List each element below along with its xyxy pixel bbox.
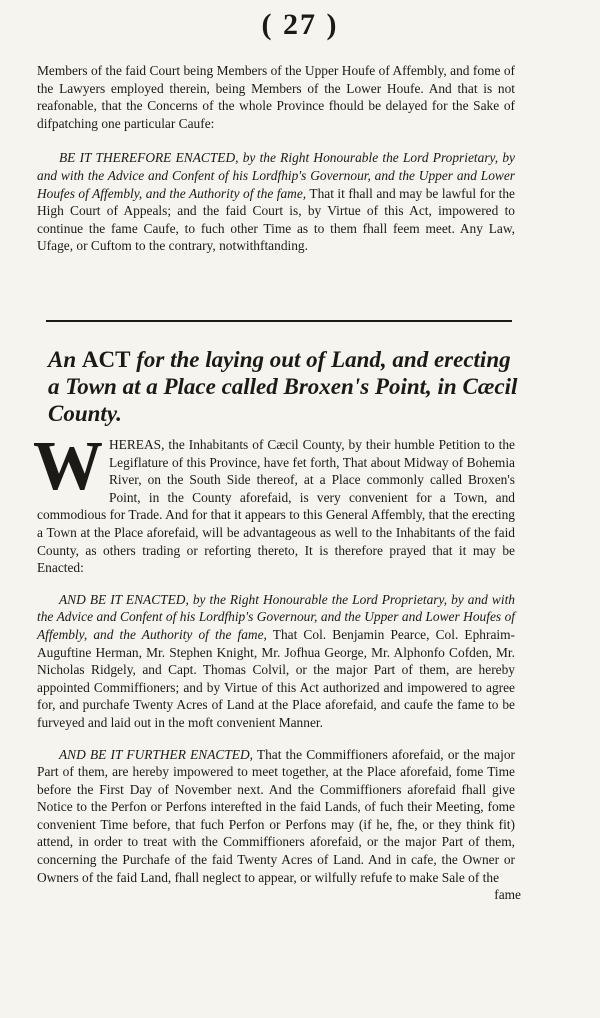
act-title-an: An: [48, 347, 82, 372]
continuation-section: [37, 62, 515, 255]
enacting-clause: BE IT THEREFORE ENACTED, by the Right Honourable the Lord Proprietary, by and with the Advice and Confent of his Lordfhip's Governour, and the Upper and Lower Houfes of Affembly, and the Authority of the fame,: [37, 150, 515, 201]
whereas-paragraph: [33, 428, 515, 577]
whereas-text: HEREAS, the Inhabitants of Cæcil County, by their humble Petition to the Legiflature of this Province, have fet forth, That about Midway of Bohemia River, on the South Side thereof, at a Place commonly called Broxen's Point, in the County aforefaid, is very convenient for a Town, and commodious for Trade. And for that it appears to this General Affembly, that the erecting a Town at the Place aforefaid, will be advantageous as well to the Inhabitants of the faid County, as others trading or reforting thereto, It is therefore prayed that it may be Enacted:: [37, 437, 515, 576]
catchword: fame: [494, 887, 521, 903]
enacting-text: That it fhall and may be lawful for the High Court of Appeals; and the faid Court is, by Virtue of this Act, impowered to continue the fame Caufe, to fuch other Time as to them fhall feem meet. Any Law, Ufage, or Cuftom to the contrary, notwithftanding.: [37, 185, 515, 254]
enact-paragraph-2: [37, 746, 515, 887]
act-title-rest: for the laying out of Land, and erecting a Town at a Place called Broxen's Point, in Cæcil County.: [48, 347, 518, 426]
page-number: ( 27 ): [261, 8, 339, 41]
enacting-paragraph: [37, 149, 515, 255]
enact-text-1: That Col. Benjamin Pearce, Col. Ephraim-Auguftine Herman, Mr. Stephen Knight, Mr. Jofhua George, Mr. Alphonfo Cofden, Mr. Nicholas Ridgely, and Capt. Thomas Colvil, or the major Part of them, are hereby appointed Commiffioners; and by Virtue of this Act authorized and impowered to agree for, and purchafe Twenty Acres of Land at the Place aforefaid, and caufe the fame to be furveyed and laid out in the moft convenient Manner.: [37, 626, 515, 730]
continuation-paragraph: Members of the faid Court being Members of the Upper Houfe of Affembly, and fome of the Lawyers employed therein, being Members of the Lower Houfe. And that is not reafonable, that the Concerns of the whole Province fhould be delayed for the Sake of difpatching one particular Caufe:: [37, 63, 515, 131]
enact-clause-1: AND BE IT ENACTED, by the Right Honourable the Lord Proprietary, by and with the Advice and Confent of his Lordfhip's Governour, and the Upper and Lower Houfes of Affembly, and the Authority of the fame,: [37, 591, 515, 642]
act-body: [33, 428, 521, 904]
section-divider: [46, 320, 512, 322]
act-title-act: ACT: [81, 347, 131, 372]
enact-text-2: That the Commiffioners aforefaid, or the major Part of them, are hereby impowered to meet together, at the Place aforefaid, fome Time before the First Day of November next. And the Commiffioners aforefaid fhall give Notice to the Perfon or Perfons interefted in the faid Lands, of fuch their Meeting, fome convenient Time before, that fuch Perfon or Perfons may (if he, fhe, or they think fit) attend, in order to treat with the Commiffioners aforefaid, or the major Part of them, concerning the Purchafe of the faid Twenty Acres of Land. And in cafe, the Owner or Owners of the faid Land, fhall neglect to appear, or wilfully refufe to make Sale of the: [37, 746, 515, 885]
enact-paragraph-1: [37, 591, 515, 732]
enact-clause-2: AND BE IT FURTHER ENACTED,: [59, 746, 253, 762]
drop-cap: W: [33, 428, 103, 505]
act-title: [48, 346, 518, 427]
